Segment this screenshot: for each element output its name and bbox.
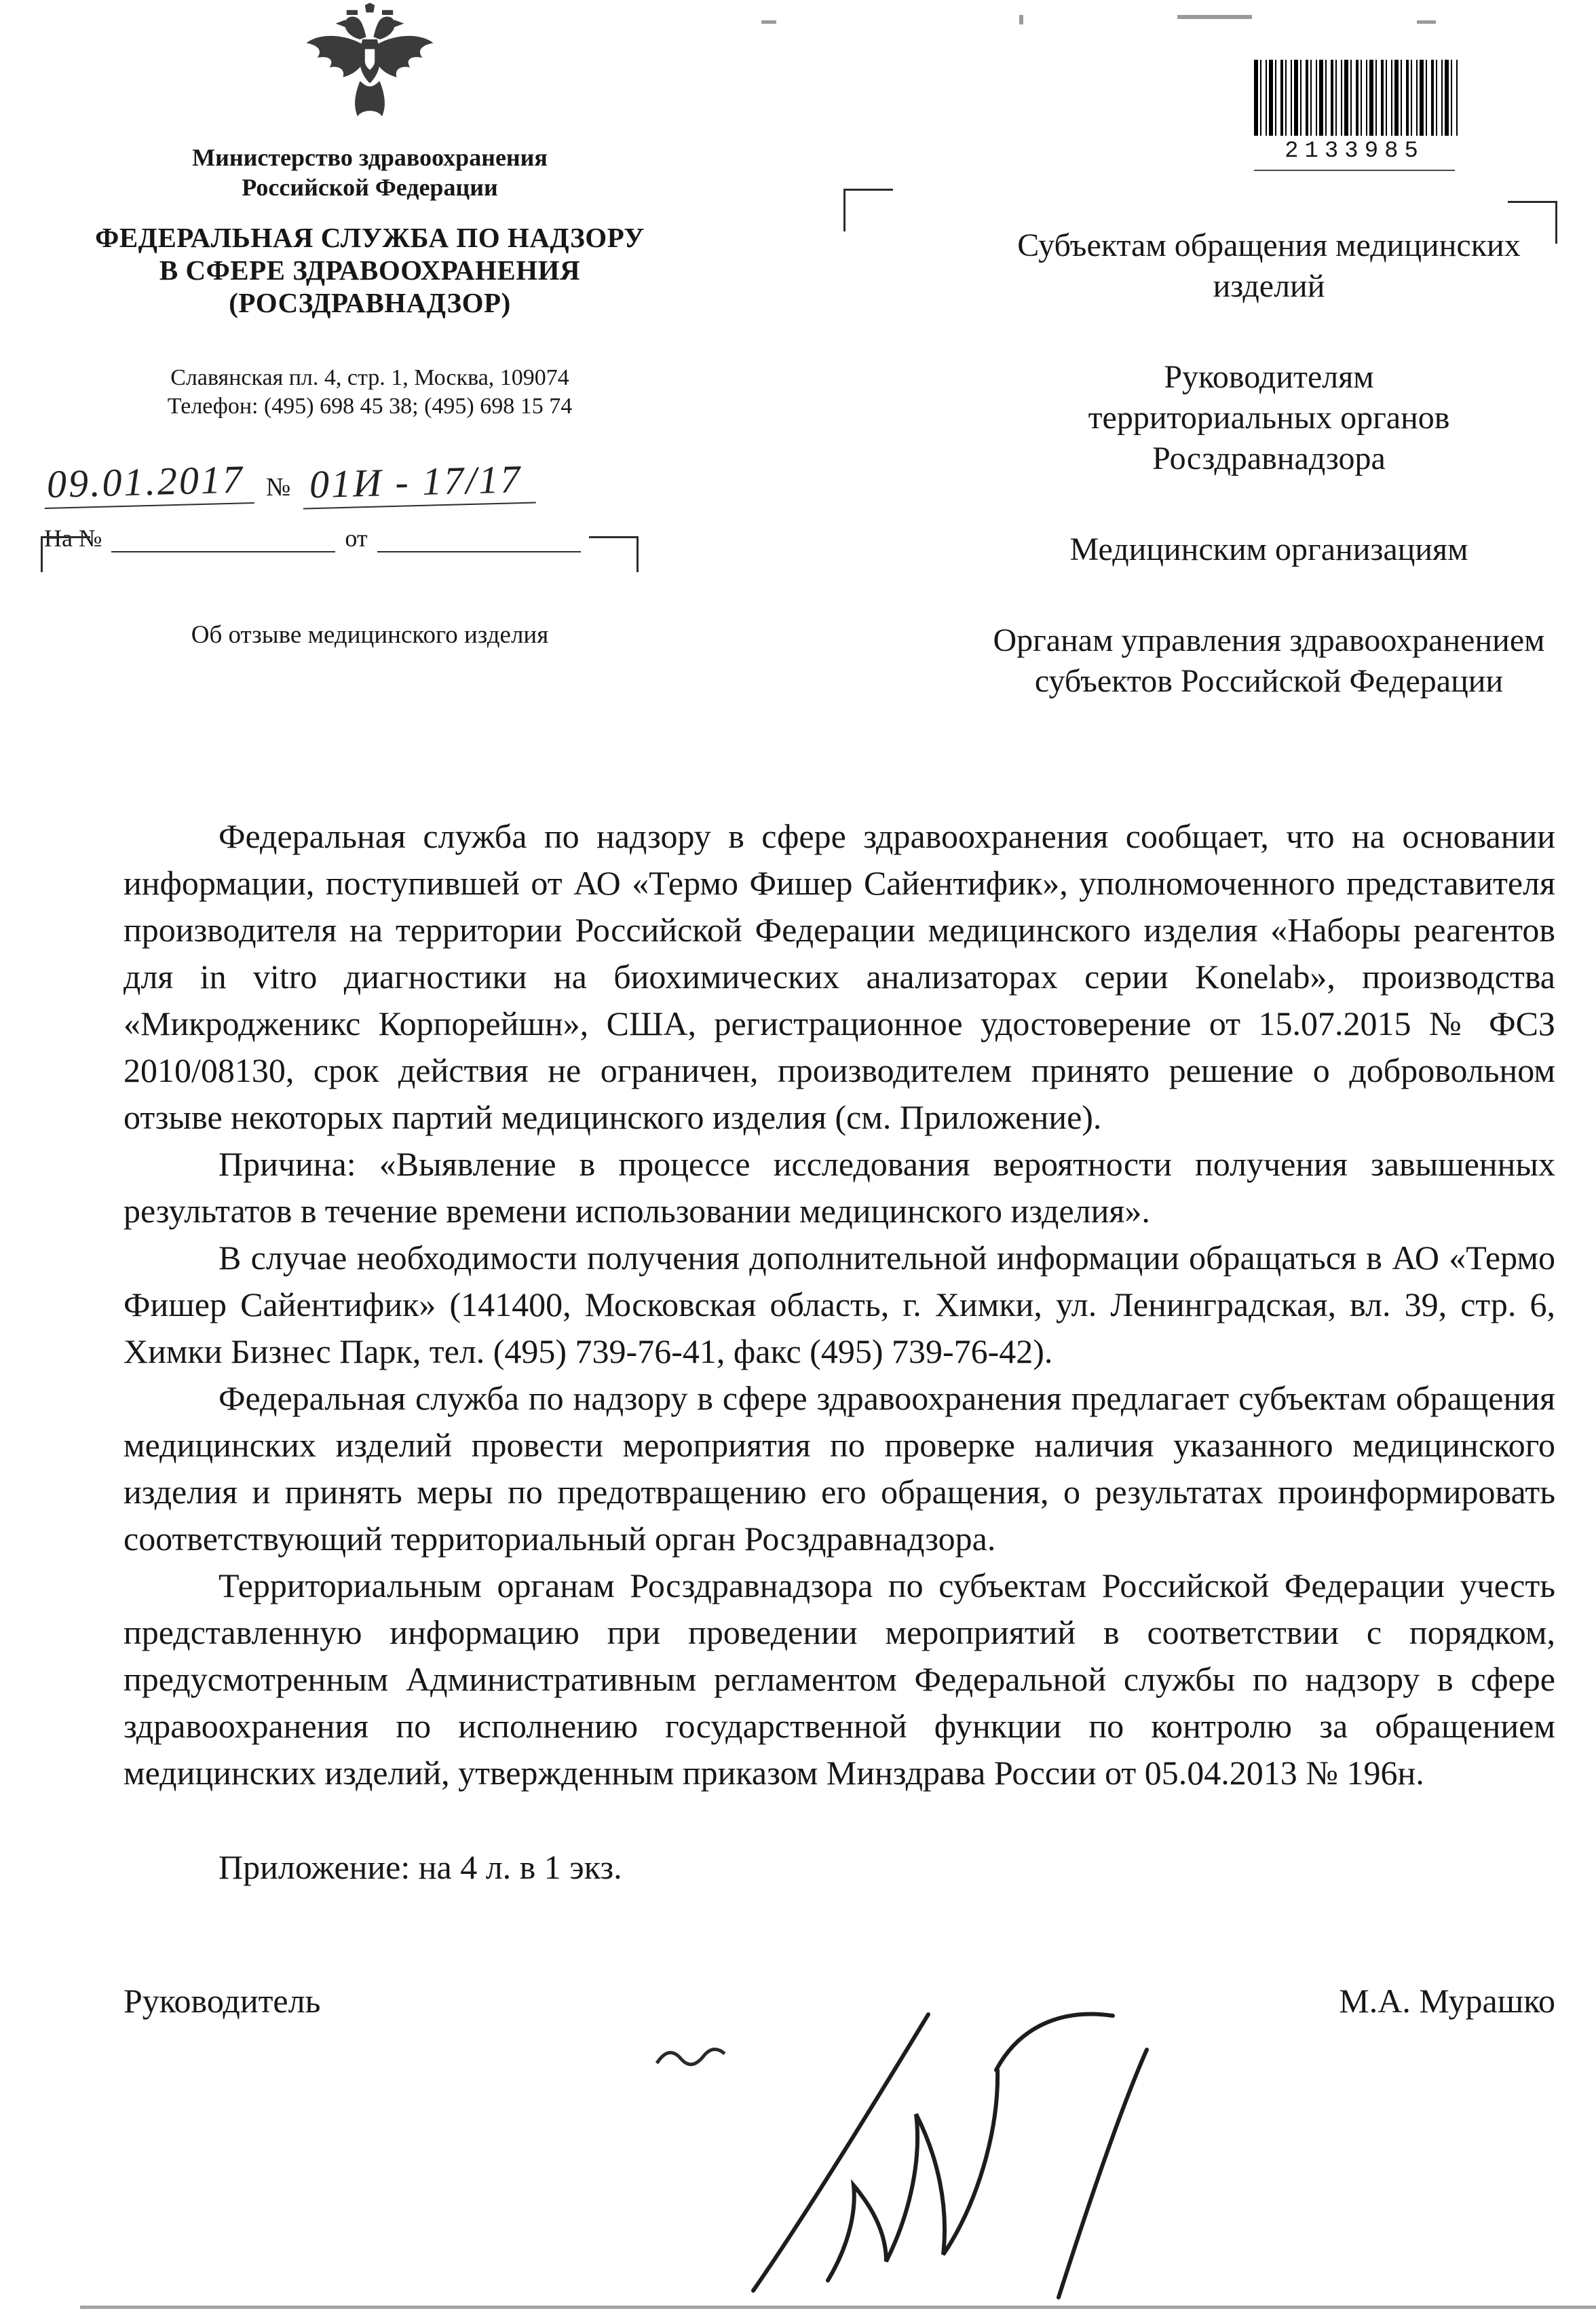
signature-ink xyxy=(679,1989,1167,2301)
contact-block xyxy=(31,364,709,421)
signer-title: Руководитель xyxy=(124,1982,321,2020)
barcode-block xyxy=(1254,60,1455,171)
postal-address: Славянская пл. 4, стр. 1, Москва, 109074 xyxy=(170,365,569,390)
handwritten-number: 01И - 17/17 xyxy=(302,459,536,510)
agency-line-3: (РОСЗДРАВНАДЗОР) xyxy=(229,287,511,318)
recipient-medical-organizations: Медицинским организациям xyxy=(1069,531,1468,567)
barcode-number: 2133985 xyxy=(1254,138,1455,171)
paragraph-territorial: Территориальным органам Росздравнадзора по субъектам Российской Федерации учесть представленную информацию при проведении мероприятий в соответствии с порядком, предусмотренным Административным регламентом Федеральной службы по надзору в сфере здравоохранения по исполнению государственной функции по контролю за обращением медицинских изделий, утвержденным приказом Минздрава России от 05.04.2013 № 196н. xyxy=(124,1566,1555,1792)
ministry-name xyxy=(31,143,709,202)
attachment-note: Приложение: на 4 л. в 1 экз. xyxy=(218,1848,622,1886)
letter-subject: Об отзыве медицинского изделия xyxy=(191,621,549,649)
agency-line-1: ФЕДЕРАЛЬНАЯ СЛУЖБА ПО НАДЗОРУ xyxy=(95,222,645,253)
number-sign: № xyxy=(266,473,291,502)
scan-artifact xyxy=(761,20,776,24)
ref-from-label: от xyxy=(345,525,368,552)
scan-artifact xyxy=(1417,20,1436,24)
corner-mark-addressee-left xyxy=(843,189,893,231)
scan-artifact xyxy=(1177,15,1252,19)
corner-mark-subject-right xyxy=(589,536,639,572)
corner-mark-subject-left xyxy=(41,536,90,572)
ministry-line-2: Российской Федерации xyxy=(242,174,498,201)
scan-artifact xyxy=(1019,15,1023,24)
coat-of-arms-icon xyxy=(295,3,444,137)
handwritten-date: 09.01.2017 xyxy=(43,459,254,509)
ref-number-blank xyxy=(111,524,335,552)
phone-line: Телефон: (495) 698 45 38; (495) 698 15 74 xyxy=(167,394,573,419)
recipient-health-authorities: Органам управления здравоохранением субъектов Российской Федерации xyxy=(993,622,1545,699)
recipient-subjects: Субъектам обращения медицинских изделий xyxy=(1017,227,1521,304)
paragraph-intro: Федеральная служба по надзору в сфере здравоохранения сообщает, что на основании информации, поступившей от АО «Термо Фишер Сайентифик», уполномоченного представителя производителя на территории Российской Федерации медицинского изделия «Наборы реагентов для in vitro диагностики на биохимических анализаторах серии Konelab», производства «Микродженикс Корпорейшн», США, регистрационное удостоверение от 15.07.2015 № ФСЗ 2010/08130, срок действия не ограничен, производителем принято решение о добровольном отзыве некоторых партий медицинского изделия (см. Приложение). xyxy=(124,817,1555,1136)
signer-name: М.А. Мурашко xyxy=(1339,1982,1555,2020)
paragraph-measures: Федеральная служба по надзору в сфере здравоохранения предлагает субъектам обращения медицинских изделий провести мероприятия по проверке наличия указанного медицинского изделия и принять меры по предотвращению его обращения, о результатах проинформировать соответствующий территориальный орган Росздравнадзора. xyxy=(124,1379,1555,1558)
letter-body xyxy=(124,813,1555,2025)
ref-date-blank xyxy=(377,524,581,552)
ministry-line-1: Министерство здравоохранения xyxy=(192,144,548,171)
paragraph-contacts: В случае необходимости получения дополнительной информации обращаться в АО «Термо Фишер Сайентифик» (141400, Московская область, г. Химки, ул. Ленинградская, вл. 39, стр. 6, Химки Бизнес Парк, тел. (495) 739-76-41, факс (495) 739-76-42). xyxy=(124,1239,1555,1370)
ref-label: На № xyxy=(44,525,102,552)
recipients-block xyxy=(987,225,1551,752)
date-number-row xyxy=(31,456,709,506)
paragraph-reason: Причина: «Выявление в процессе исследования вероятности получения завышенных результатов в течение времени использовании медицинского изделия». xyxy=(124,1145,1555,1230)
recipient-territorial-heads: Руководителям территориальных органов Росздравнадзора xyxy=(1088,359,1450,476)
agency-line-2: В СФЕРЕ ЗДРАВООХРАНЕНИЯ xyxy=(159,255,581,286)
scan-bottom-edge xyxy=(80,2306,1596,2309)
barcode-icon xyxy=(1254,60,1458,136)
agency-name xyxy=(31,221,709,319)
